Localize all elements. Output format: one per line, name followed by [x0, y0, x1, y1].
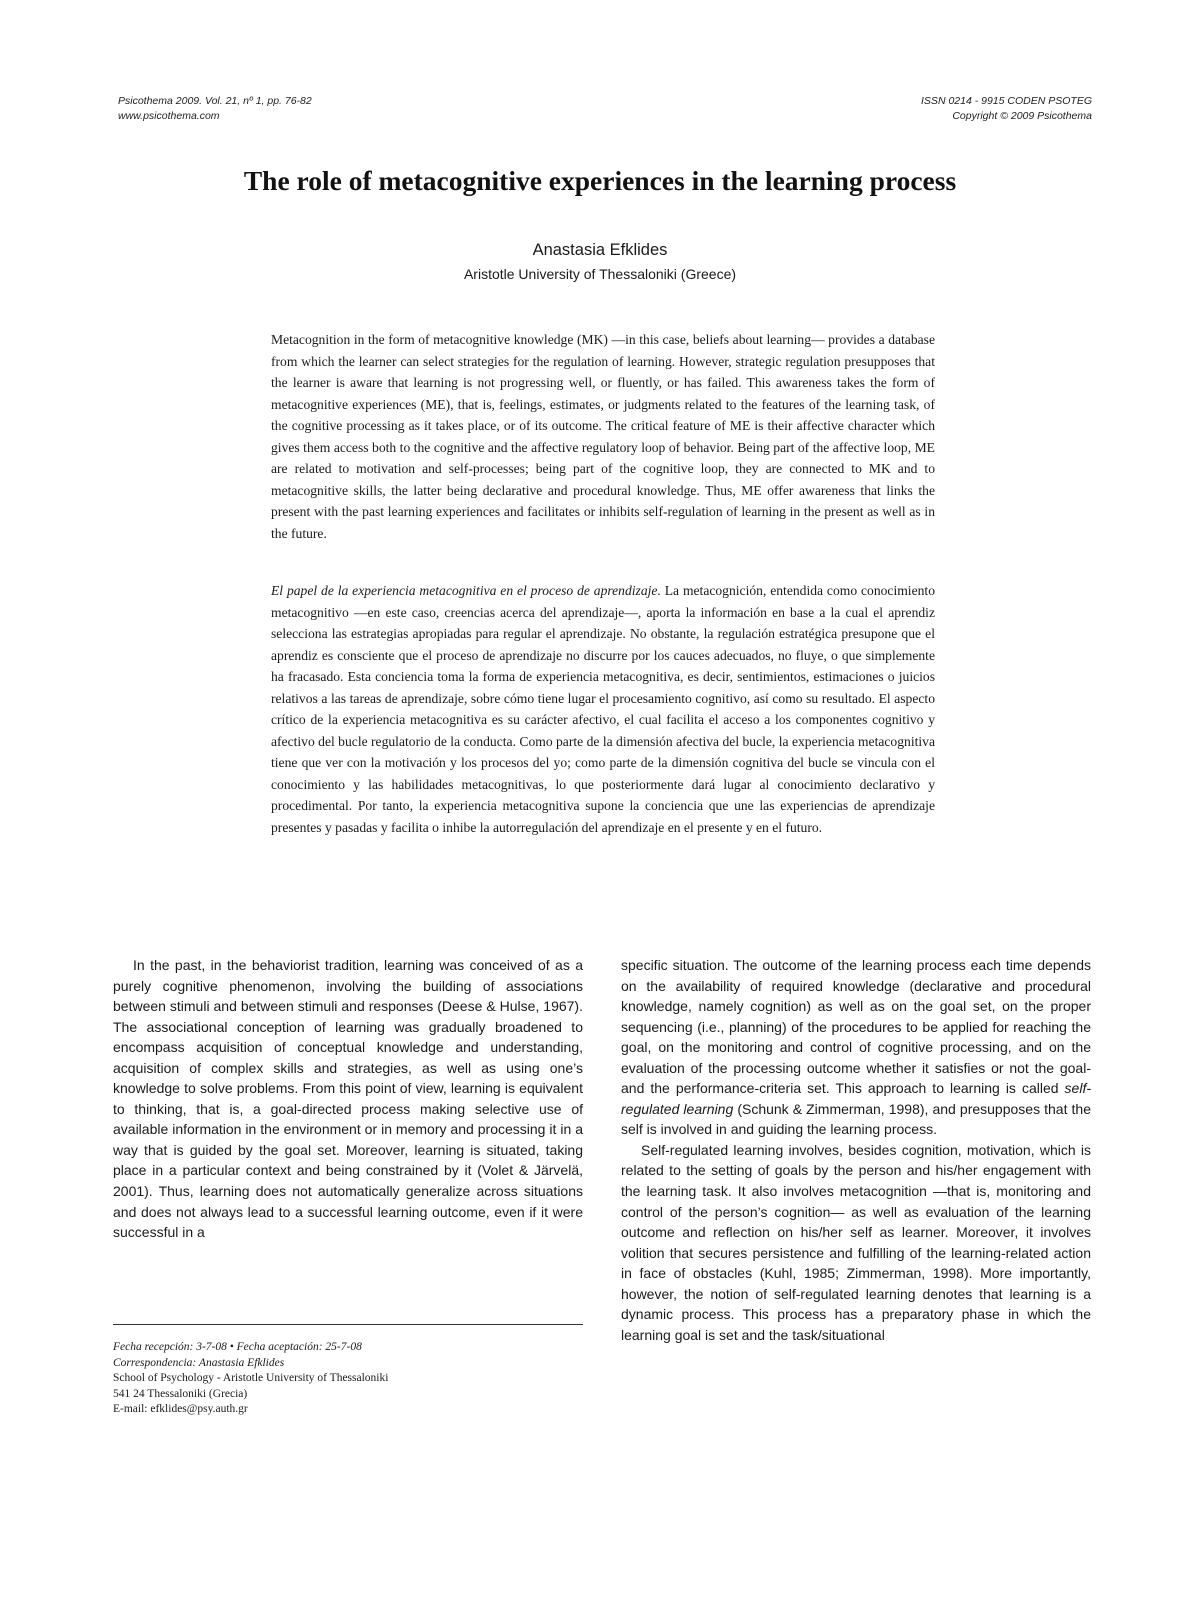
abstract-spanish-title: El papel de la experiencia metacognitiva en el proceso de aprendizaje.	[271, 583, 661, 598]
abstract-english: Metacognition in the form of metacognitive knowledge (MK) —in this case, beliefs about learning— provides a database from which the learner can select strategies for the regulation of learning. However, strategic regulation presupposes that the learner is aware that learning is not progressing well, or fluently, or has failed. This awareness takes the form of metacognitive experiences (ME), that is, feelings, estimates, or judgments related to the features of the learning task, of the cognitive processing as it takes place, or of its outcome. The critical feature of ME is their affective character which gives them access both to the cognitive and the affective regulatory loop of behavior. Being part of the affective loop, ME are related to motivation and self-processes; being part of the cognitive loop, they are connected to MK and to metacognitive skills, the latter being declarative and procedural knowledge. Thus, ME offer awareness that links the present with the past learning experiences and facilitates or inhibits self-regulation of learning in the present as well as in the future.	[271, 332, 935, 541]
footnote-divider	[113, 1324, 583, 1325]
journal-header-left	[118, 94, 312, 124]
body-paragraph: specific situation. The outcome of the learning process each time depends on the availability of required knowledge (declarative and procedural knowledge, namely cognition) as well as on the goal set, on the proper sequencing (i.e., planning) of the procedures to be applied for reaching the goal, on the monitoring and control of cognitive processing, and on the evaluation of the processing outcome whether it satisfies or not the goal- and the performance-criteria set. This approach to learning is called self-regulated learning (Schunk & Zimmerman, 1998), and presupposes that the self is involved in and guiding the learning process.	[621, 957, 1091, 1138]
author-affiliation: Aristotle University of Thessaloniki (Greece)	[463, 266, 737, 282]
abstract-spanish	[271, 580, 935, 838]
issn-line: ISSN 0214 - 9915 CODEN PSOTEG	[921, 95, 1092, 107]
author-name: Anastasia Efklides	[532, 241, 668, 259]
body-column-right	[621, 955, 1091, 1345]
body-paragraph: Self-regulated learning involves, besides cognition, motivation, which is related to the setting of goals by the person and his/her engagement with the learning task. It also involves metacognition —that is, monitoring and control of the person’s cognition— as well as evaluation of the learning outcome and reflection on his/her self as learner. Moreover, it involves volition that secures persistence and fulfilling of the learning-related action in face of obstacles (Kuhl, 1985; Zimmerman, 1998). More importantly, however, the notion of self-regulated learning denotes that learning is a dynamic process. This process has a preparatory phase in which the learning goal is set and the task/situational	[621, 1141, 1091, 1343]
journal-citation: Psicothema 2009. Vol. 21, nº 1, pp. 76-82	[118, 95, 312, 107]
body-paragraph: In the past, in the behaviorist tradition, learning was conceived of as a purely cognitive phenomenon, involving the building of associations between stimuli and between stimuli and responses (Deese & Hulse, 1967). The associational conception of learning was gradually broadened to encompass acquisition of conceptual knowledge and understanding, acquisition of complex skills and strategies, as well as using one’s knowledge to solve problems. From this point of view, learning is equivalent to thinking, that is, a goal-directed process making selective use of available information in the environment or in memory and processing it in a way that is guided by the goal set. Moreover, learning is situated, taking place in a particular context and being constrained by it (Volet & Järvelä, 2001). Thus, learning does not automatically generalize across situations and does not always lead to a successful learning outcome, even if it were successful in a	[113, 957, 583, 1241]
article-title: The role of metacognitive experiences in the learning process	[243, 165, 957, 196]
emphasis-term: self-regulated learning	[621, 1080, 1091, 1117]
body-column-left	[113, 955, 583, 1243]
journal-website: www.psicothema.com	[118, 110, 220, 122]
footnote-city: 541 24 Thessaloniki (Grecia)	[113, 1387, 248, 1400]
footnote-correspondence: Correspondencia: Anastasia Efklides	[113, 1356, 285, 1369]
footnote-block	[113, 1340, 583, 1418]
copyright-line: Copyright © 2009 Psicothema	[952, 110, 1092, 122]
footnote-dates: Fecha recepción: 3-7-08 • Fecha aceptación: 25-7-08	[113, 1341, 362, 1353]
footnote-email: E-mail: efklides@psy.auth.gr	[113, 1403, 248, 1416]
footnote-institution: School of Psychology - Aristotle University of Thessaloniki	[113, 1372, 389, 1385]
abstract-spanish-body: La metacognición, entendida como conocimiento metacognitivo —en este caso, creencias acerca del aprendizaje—, aporta la información en base a la cual el aprendiz selecciona las estrategias apropiadas para regular el aprendizaje. No obstante, la regulación estratégica presupone que el aprendiz es consciente que el proceso de aprendizaje no discurre por los cauces adecuados, no fluye, o que simplemente ha fracasado. Esta conciencia toma la forma de experiencia metacognitiva, es decir, sentimientos, estimaciones o juicios relativos a las tareas de aprendizaje, sobre cómo tiene lugar el procesamiento cognitivo, así como su resultado. El aspecto crítico de la experiencia metacognitiva es su carácter afectivo, el cual facilita el acceso a los componentes cognitivo y afectivo del bucle regulatorio de la conducta. Como parte de la dimensión afectiva del bucle, la experiencia metacognitiva tiene que ver con la motivación y los procesos del yo; como parte de la dimensión cognitiva del bucle se vincula con el conocimiento y las habilidades metacognitivas, lo que posteriormente dará lugar al conocimiento declarativo y procedimental. Por tanto, la experiencia metacognitiva supone la conciencia que une las experiencias de aprendizaje presentes y pasadas y facilita o inhibe la autorregulación del aprendizaje en el presente y en el futuro.	[271, 583, 935, 835]
journal-header-right	[921, 94, 1092, 124]
